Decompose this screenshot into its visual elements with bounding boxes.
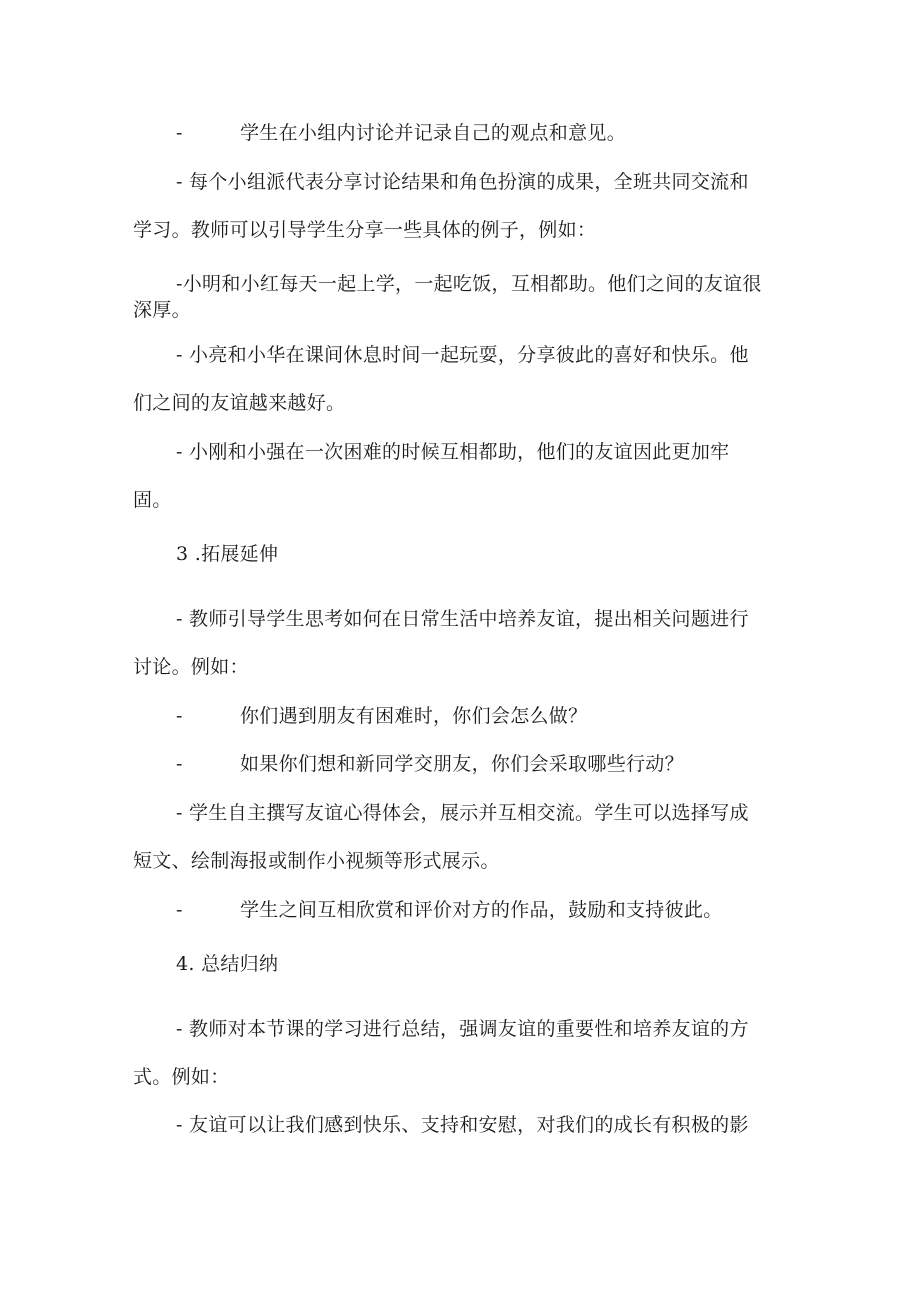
paragraph-line: 短文、绘制海报或制作小视频等形式展示。 (133, 850, 500, 872)
paragraph-line: - 教师对本节课的学习进行总结，强调友谊的重要性和培养友谊的方 (176, 1018, 749, 1040)
paragraph-line: 讨论。例如： (133, 656, 249, 678)
paragraph-line: 式。例如： (133, 1066, 230, 1088)
paragraph-line: 固。 (133, 489, 172, 511)
paragraph-line: - 每个小组派代表分享讨论结果和角色扮演的成果，全班共同交流和 (176, 171, 749, 193)
paragraph-line: 你们遇到朋友有困难时，你们会怎么做？ (240, 705, 588, 727)
paragraph-line: -小明和小红每天一起上学，一起吃饭，互相都助。他们之间的友谊很 (176, 273, 762, 295)
list-dash: - (176, 899, 183, 921)
paragraph-line: 如果你们想和新同学交朋友，你们会采取哪些行动？ (240, 753, 684, 775)
section-heading: 4. 总结归纳 (176, 953, 279, 975)
list-dash: - (176, 753, 183, 775)
paragraph-line: 学生之间互相欣赏和评价对方的作品，鼓励和支持彼此。 (240, 899, 723, 921)
paragraph-line: - 友谊可以让我们感到快乐、支持和安慰，对我们的成长有积极的影 (176, 1114, 749, 1136)
section-heading: 3 .拓展延伸 (176, 543, 279, 565)
paragraph-line: 深厚。 (133, 299, 191, 321)
paragraph-line: 学习。教师可以引导学生分享一些具体的例子，例如： (133, 219, 597, 241)
list-dash: - (176, 122, 183, 144)
paragraph-line: 们之间的友谊越来越好。 (133, 392, 346, 414)
paragraph-line: 学生在小组内讨论并记录自己的观点和意见。 (240, 122, 627, 144)
paragraph-line: - 小刚和小强在一次困难的时候互相都助，他们的友谊因此更加牢 (176, 441, 730, 463)
paragraph-line: - 教师引导学生思考如何在日常生活中培养友谊，提出相关问题进行 (176, 608, 749, 630)
paragraph-line: - 小亮和小华在课间休息时间一起玩耍，分享彼此的喜好和快乐。他 (176, 344, 749, 366)
paragraph-line: - 学生自主撰写友谊心得体会，展示并互相交流。学生可以选择写成 (176, 802, 749, 824)
list-dash: - (176, 705, 183, 727)
